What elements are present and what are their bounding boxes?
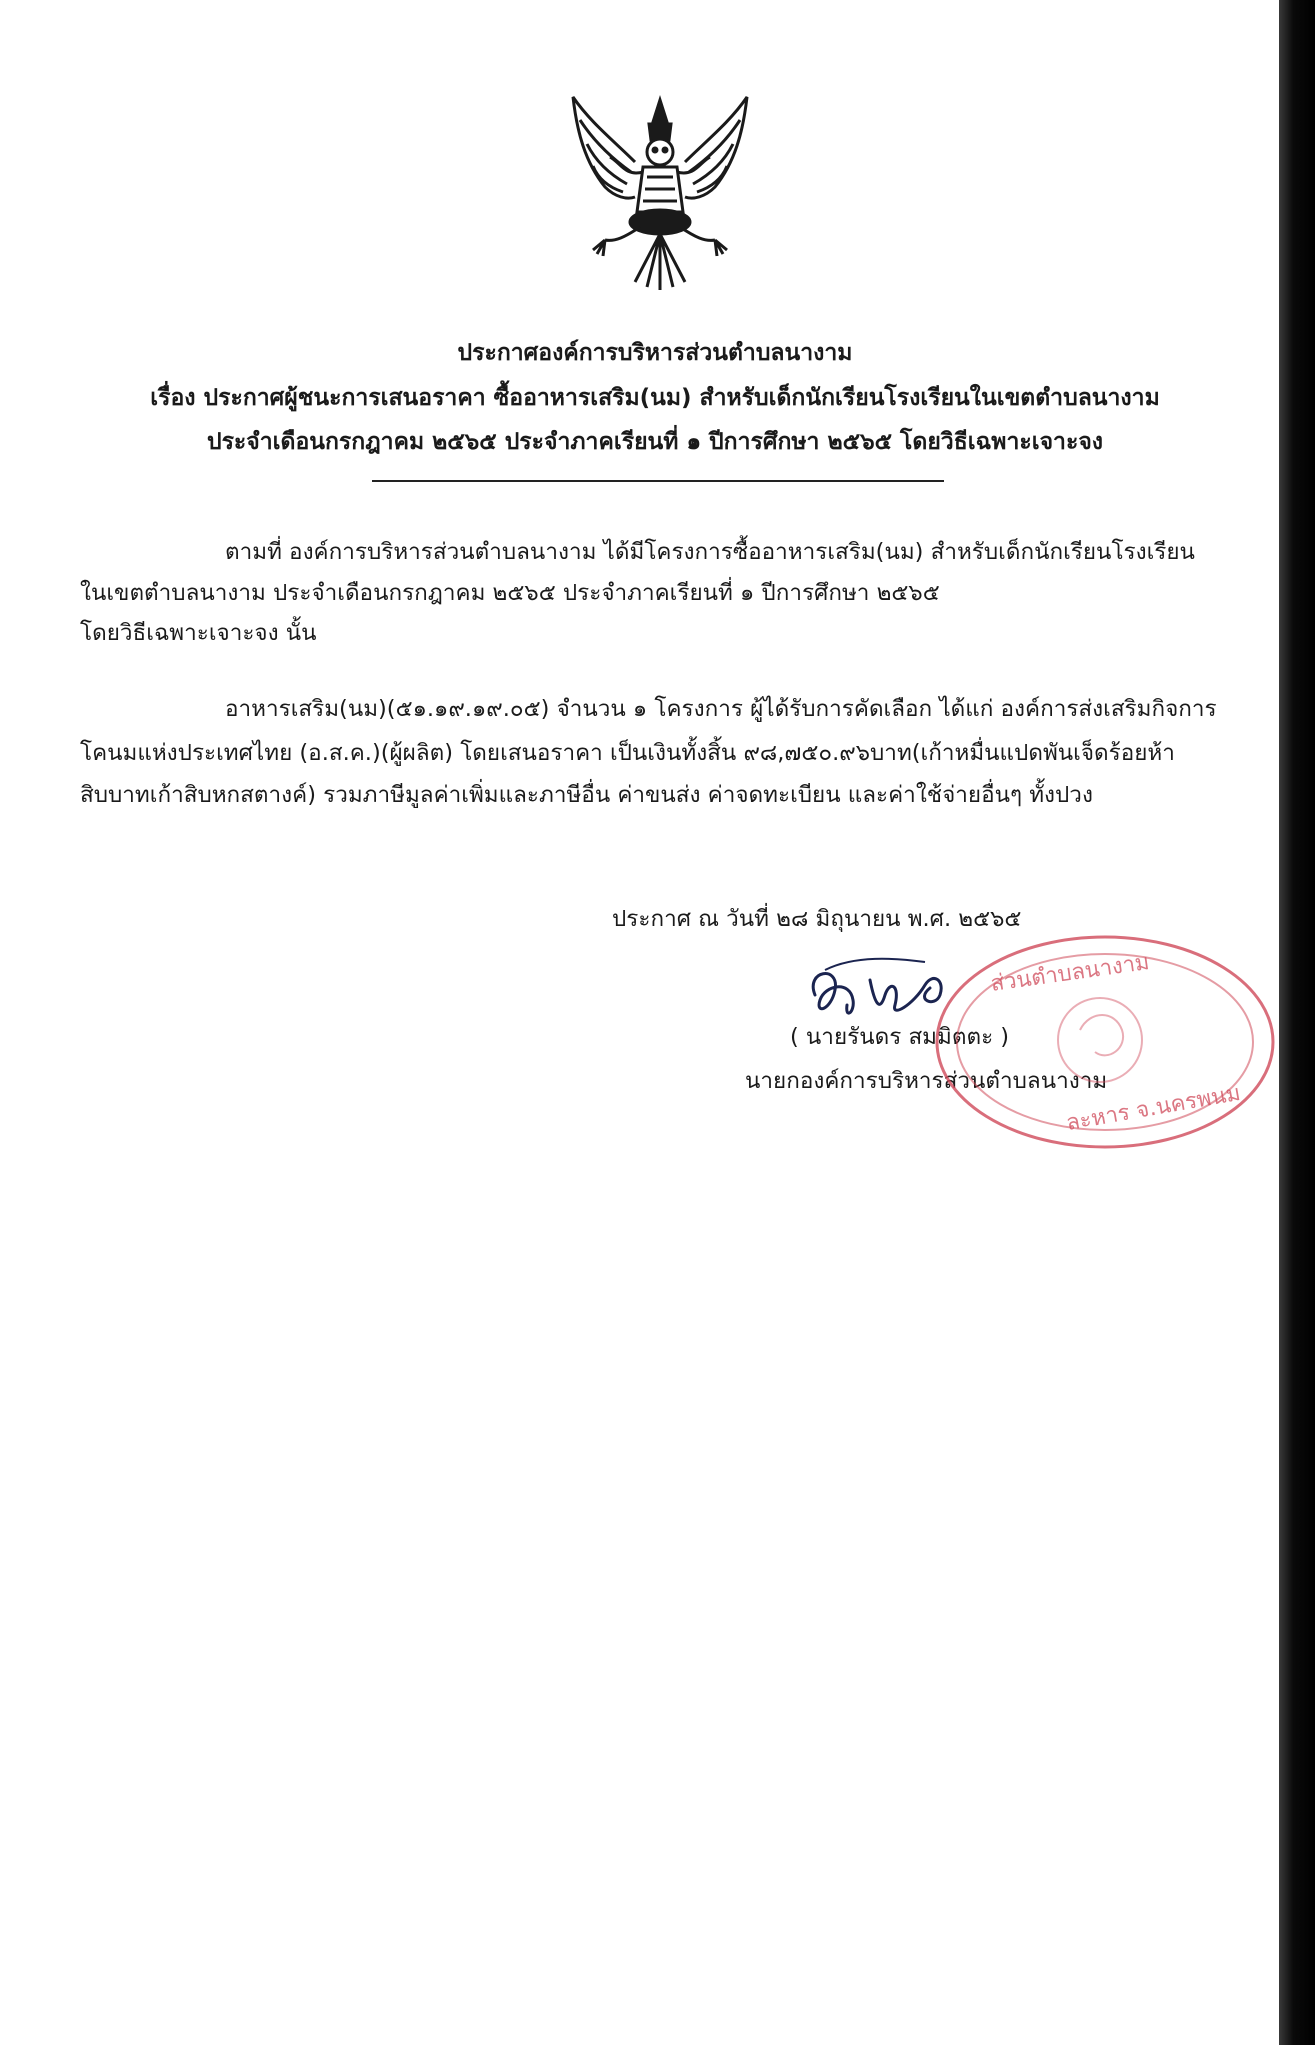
announcement-period: ประจำเดือนกรกฎาคม ๒๕๖๕ ประจำภาคเรียนที่ ๑ ปีการศึกษา ๒๕๖๕ โดยวิธีเฉพาะเจาะจง [206, 429, 1104, 455]
paragraph-1-line-2: ในเขตตำบลนางาม ประจำเดือนกรกฎาคม ๒๕๖๕ ประจำภาคเรียนที่ ๑ ปีการศึกษา ๒๕๖๕ [80, 580, 940, 606]
header-divider [372, 480, 944, 482]
paragraph-2-line-2: โคนมแห่งประเทศไทย (อ.ส.ค.)(ผู้ผลิต) โดยเสนอราคา เป็นเงินทั้งสิ้น ๙๘,๗๕๐.๙๖บาท(เก้าหมื่นแปดพันเจ็ดร้อยห้า [80, 740, 1175, 766]
announcement-subject: เรื่อง ประกาศผู้ชนะการเสนอราคา ซื้ออาหารเสริม(นม) สำหรับเด็กนักเรียนโรงเรียนในเขตตำบลนางาม [150, 385, 1160, 411]
paragraph-1-line-3: โดยวิธีเฉพาะเจาะจง นั้น [80, 620, 317, 646]
signatory-position: นายกองค์การบริหารส่วนตำบลนางาม [745, 1068, 1108, 1094]
paragraph-2-line-1: อาหารเสริม(นม)(๕๑.๑๙.๑๙.๐๕) จำนวน ๑ โครงการ ผู้ได้รับการคัดเลือก ได้แก่ องค์การส่งเสริมกิจการ [225, 696, 1217, 722]
garuda-emblem [565, 92, 755, 292]
signatory-name: ( นายรันดร สมมิตตะ ) [790, 1024, 1010, 1050]
announcement-title: ประกาศองค์การบริหารส่วนตำบลนางาม [457, 340, 853, 366]
stamp-bottom-text: ละหาร จ.นครพนม [1064, 1080, 1243, 1137]
stamp-top-text: ส่วนตำบลนางาม [989, 949, 1152, 997]
paragraph-1-line-1: ตามที่ องค์การบริหารส่วนตำบลนางาม ได้มีโครงการซื้ออาหารเสริม(นม) สำหรับเด็กนักเรียนโรงเรียน [225, 539, 1195, 565]
paragraph-2-line-3: สิบบาทเก้าสิบหกสตางค์) รวมภาษีมูลค่าเพิ่มและภาษีอื่น ค่าขนส่ง ค่าจดทะเบียน และค่าใช้จ่ายอื่นๆ ทั้งปวง [80, 782, 1093, 808]
scan-edge-shadow [1279, 0, 1315, 2045]
announcement-date: ประกาศ ณ วันที่ ๒๘ มิถุนายน พ.ศ. ๒๕๖๕ [612, 906, 1022, 932]
